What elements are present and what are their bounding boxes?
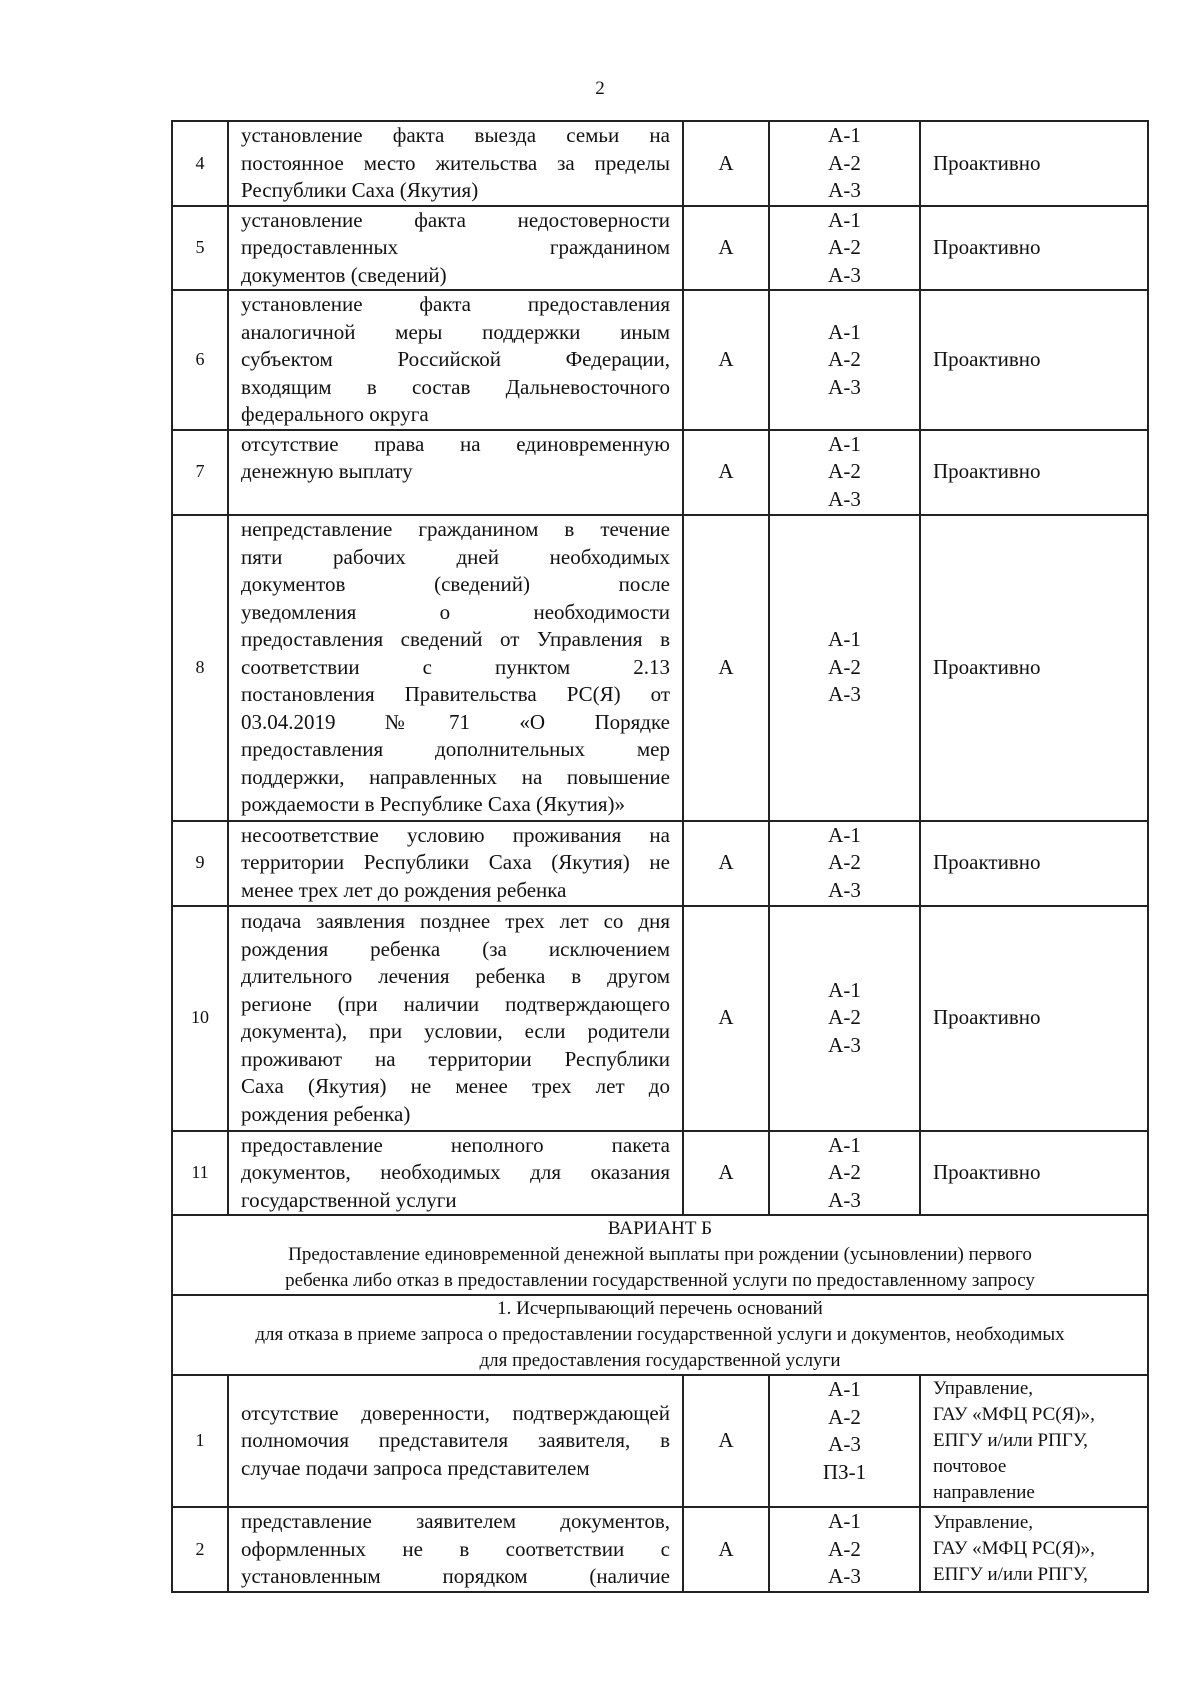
channel-cell: Проактивно: [920, 121, 1148, 206]
row-number: 2: [172, 1507, 228, 1592]
page-number: 2: [595, 78, 605, 99]
variant-b-heading-row: [172, 1215, 1148, 1295]
row-number: 9: [172, 821, 228, 906]
category-cell: А: [683, 1131, 769, 1216]
codes-cell: А-1 А-2 А-3: [769, 1507, 920, 1592]
ground-text: отсутствие права на единовременную денежную выплату: [228, 430, 683, 515]
ground-text: непредставление гражданином в течение пяти рабочих дней необходимых документов (сведений) после уведомления о необходимости предоставления сведений от Управления в соответствии с пунктом 2.13 постановления Правительства РС(Я) от 03.04.2019 №71 «О Порядке предоставления дополнительных мер поддержки, направленных на повышение рождаемости в Республике Саха (Якутия)»: [228, 515, 683, 821]
ground-text: предоставление неполного пакета документов, необходимых для оказания государственной услуги: [228, 1131, 683, 1216]
row-number: 11: [172, 1131, 228, 1216]
variant-b-line-2: ребенка либо отказ в предоставлении государственной услуги по предоставленному запросу: [285, 1270, 1035, 1291]
table-row: [172, 1507, 1148, 1592]
codes-cell: А-1 А-2 А-3: [769, 1131, 920, 1216]
table-row: [172, 430, 1148, 515]
row-number: 7: [172, 430, 228, 515]
codes-cell: А-1 А-2 А-3: [769, 290, 920, 430]
section-1-title: 1. Исчерпывающий перечень оснований: [497, 1298, 823, 1319]
table-row: [172, 906, 1148, 1131]
category-cell: А: [683, 1375, 769, 1507]
ground-text: установление факта недостоверности предоставленных гражданином документов (сведений): [228, 206, 683, 291]
codes-cell: А-1 А-2 А-3: [769, 821, 920, 906]
ground-text: представление заявителем документов, оформленных не в соответствии с установленным порядком (наличие: [228, 1507, 683, 1592]
variant-b-title: ВАРИАНТ Б: [607, 1218, 713, 1239]
row-number: 1: [172, 1375, 228, 1507]
section-1-heading: [172, 1295, 1148, 1375]
codes-cell: А-1 А-2 А-3: [769, 906, 920, 1131]
channel-cell: Проактивно: [920, 1131, 1148, 1216]
row-number: 4: [172, 121, 228, 206]
channel-cell: Управление, ГАУ «МФЦ РС(Я)», ЕПГУ и/или РПГУ, почтовое направление: [920, 1375, 1148, 1507]
table-row: [172, 290, 1148, 430]
codes-cell: А-1 А-2 А-3: [769, 515, 920, 821]
table-row: [172, 515, 1148, 821]
ground-text: установление факта выезда семьи на постоянное место жительства за пределы Республики Саха (Якутия): [228, 121, 683, 206]
category-cell: А: [683, 290, 769, 430]
codes-cell: А-1 А-2 А-3: [769, 430, 920, 515]
category-cell: А: [683, 821, 769, 906]
table-row: [172, 1131, 1148, 1216]
category-cell: А: [683, 206, 769, 291]
ground-text: установление факта предоставления аналогичной меры поддержки иным субъектом Российской Федерации, входящим в состав Дальневосточного федерального округа: [228, 290, 683, 430]
row-number: 10: [172, 906, 228, 1131]
channel-cell: Проактивно: [920, 206, 1148, 291]
ground-text: подача заявления позднее трех лет со дня рождения ребенка (за исключением длительного лечения ребенка в другом регионе (при наличии подтверждающего документа), при условии, если родители проживают на территории Республики Саха (Якутия) не менее трех лет до рождения ребенка): [228, 906, 683, 1131]
section-1-line-2: для предоставления государственной услуги: [479, 1350, 841, 1371]
category-cell: А: [683, 906, 769, 1131]
variant-b-heading: [172, 1215, 1148, 1295]
row-number: 6: [172, 290, 228, 430]
channel-cell: Проактивно: [920, 821, 1148, 906]
table-row: [172, 821, 1148, 906]
variant-b-line-1: Предоставление единовременной денежной выплаты при рождении (усыновлении) первого: [288, 1244, 1032, 1265]
table-row: [172, 206, 1148, 291]
ground-text: отсутствие доверенности, подтверждающей полномочия представителя заявителя, в случае подачи запроса представителем: [228, 1375, 683, 1507]
channel-cell: Проактивно: [920, 290, 1148, 430]
ground-text: несоответствие условию проживания на территории Республики Саха (Якутия) не менее трех лет до рождения ребенка: [228, 821, 683, 906]
grounds-table: [171, 120, 1149, 1593]
row-number: 5: [172, 206, 228, 291]
category-cell: А: [683, 1507, 769, 1592]
row-number: 8: [172, 515, 228, 821]
section-1-line-1: для отказа в приеме запроса о предоставлении государственной услуги и документов, необходимых: [255, 1324, 1065, 1345]
channel-cell: Проактивно: [920, 515, 1148, 821]
category-cell: А: [683, 430, 769, 515]
section-heading-row: [172, 1295, 1148, 1375]
channel-cell: Проактивно: [920, 906, 1148, 1131]
category-cell: А: [683, 515, 769, 821]
codes-cell: А-1 А-2 А-3: [769, 121, 920, 206]
table-row: [172, 1375, 1148, 1507]
codes-cell: А-1 А-2 А-3: [769, 206, 920, 291]
codes-cell: А-1 А-2 А-3 ПЗ-1: [769, 1375, 920, 1507]
channel-cell: Управление, ГАУ «МФЦ РС(Я)», ЕПГУ и/или РПГУ,: [920, 1507, 1148, 1592]
channel-cell: Проактивно: [920, 430, 1148, 515]
category-cell: А: [683, 121, 769, 206]
table-row: [172, 121, 1148, 206]
